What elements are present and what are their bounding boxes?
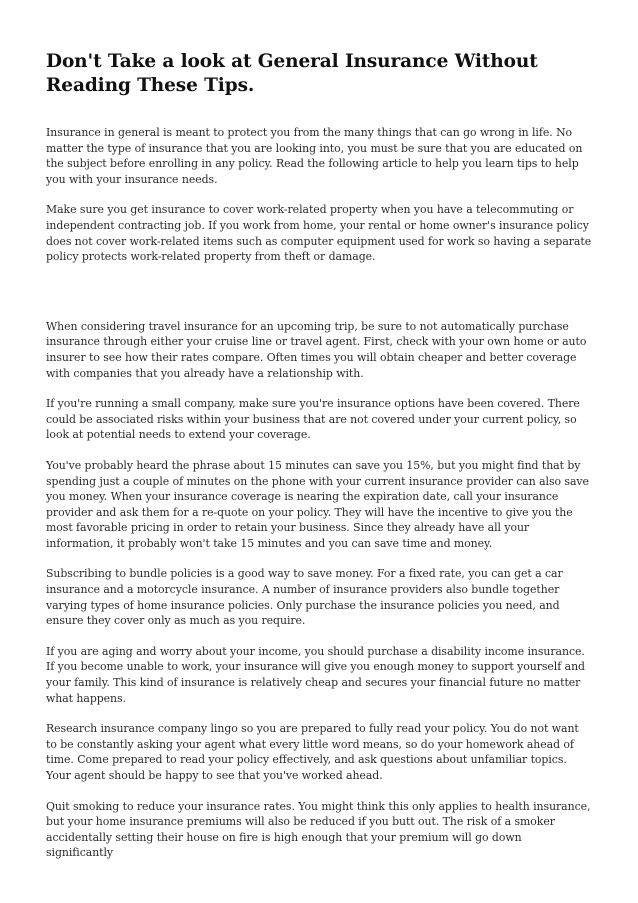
paragraph-small-company: If you're running a small company, make sure you're insurance options have been covered. There could be associated risks within your business that are not covered under your current policy, so look at potential needs to extend your coverage. bbox=[46, 397, 580, 442]
spacer bbox=[46, 265, 592, 319]
paragraph-work-property: Make sure you get insurance to cover work-related property when you have a telecommuting or independent contracting job. If you work from home, your rental or home owner's insurance policy does not cover work-related items such as computer equipment used for work so having a separate policy protects work-related property from theft or damage. bbox=[46, 203, 592, 264]
spacer bbox=[46, 784, 592, 799]
paragraph-insurance-lingo: Research insurance company lingo so you are prepared to fully read your policy. You do not want to be constantly asking your agent what every little word means, so do your homework ahead of time. Come prepared to read your policy effectively, and ask questions about unfamiliar topics. Your agent should be happy to see that you've worked ahead. bbox=[46, 722, 579, 782]
paragraph-15-minutes: You've probably heard the phrase about 15 minutes can save you 15%, but you might find that by spending just a couple of minutes on the phone with your current insurance provider can also save you money. When your insurance coverage is nearing the expiration date, call your insurance provider and ask them for a re-quote on your policy. They will have the incentive to give you the most favorable pricing in order to retain your business. Since they already have all your information, it probably won't take 15 minutes and you can save time and money. bbox=[46, 458, 589, 550]
spacer bbox=[46, 187, 592, 202]
spacer bbox=[46, 443, 592, 458]
paragraph-disability-insurance: If you are aging and worry about your income, you should purchase a disability income insurance. If you become unable to work, your insurance will give you enough money to support yourself and your family. This kind of insurance is relatively cheap and secures your financial future no matter what happens. bbox=[46, 644, 585, 705]
paragraph-travel-insurance: When considering travel insurance for an upcoming trip, be sure to not automatically purchase insurance through either your cruise line or travel agent. First, check with your own home or auto insurer to see how their rates compare. Often times you will obtain cheaper and better coverage with companies that you already have a relationship with. bbox=[46, 319, 587, 380]
document-page bbox=[46, 50, 592, 861]
spacer bbox=[46, 551, 592, 566]
spacer bbox=[46, 381, 592, 396]
spacer bbox=[46, 98, 592, 125]
paragraph-intro: Insurance in general is meant to protect you from the many things that can go wrong in life. No matter the type of insurance that you are looking into, you must be sure that you are educated on the subject before enrolling in any policy. Read the following article to help you learn tips to help you with your insurance needs. bbox=[46, 126, 583, 186]
spacer bbox=[46, 706, 592, 721]
spacer bbox=[46, 629, 592, 644]
paragraph-bundle-policies: Subscribing to bundle policies is a good way to save money. For a fixed rate, you can get a car insurance and a motorcycle insurance. A number of insurance providers also bundle together varying types of home insurance policies. Only purchase the insurance policies you need, and ensure they cover only as much as you require. bbox=[46, 567, 563, 628]
paragraph-quit-smoking: Quit smoking to reduce your insurance rates. You might think this only applies to health insurance, but your home insurance premiums will also be reduced if you butt out. The risk of a smoker accidentally setting their house on fire is high enough that your premium will go down significantly bbox=[46, 799, 591, 860]
document-title: Don't Take a look at General Insurance Without Reading These Tips. bbox=[46, 51, 538, 96]
